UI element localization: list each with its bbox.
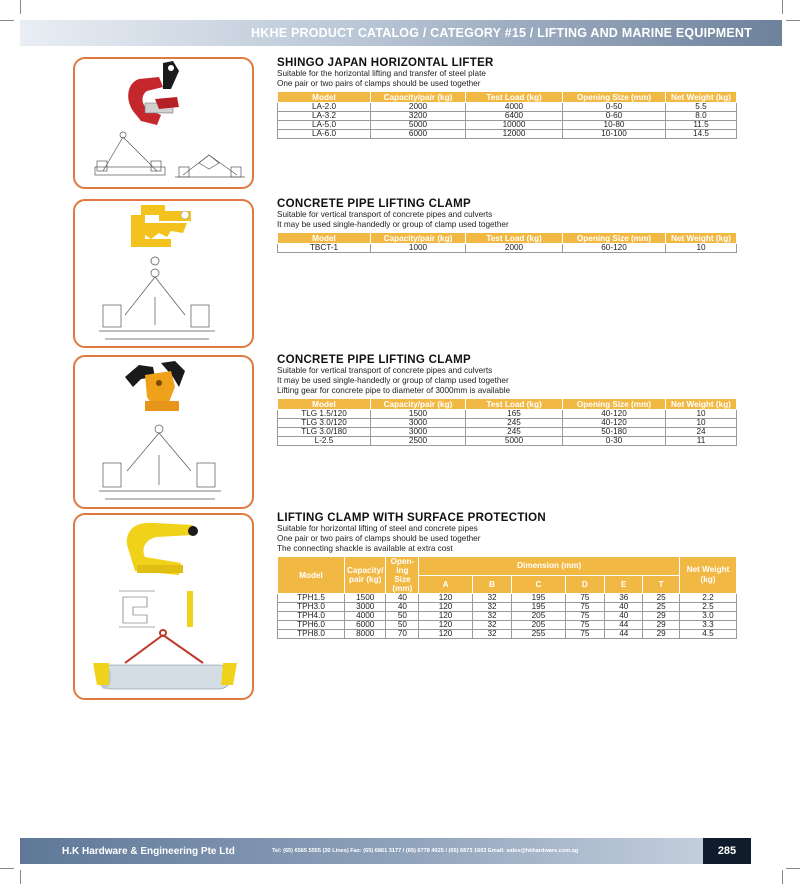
- table-cell: TBCT-1: [278, 244, 371, 253]
- table-cell: 40: [605, 603, 643, 612]
- table-cell: LA-6.0: [278, 130, 371, 139]
- table-cell: 255: [512, 630, 565, 639]
- table-cell: 0-30: [563, 437, 666, 446]
- description-line: One pair or two pairs of clamps should be used together: [277, 79, 481, 88]
- table-cell: 2.2: [680, 594, 737, 603]
- table-header-row: [278, 399, 737, 410]
- table-cell: 1000: [371, 244, 466, 253]
- column-header: Model: [278, 233, 371, 244]
- table-row: [278, 130, 737, 139]
- column-header: Opening Size (mm): [563, 233, 666, 244]
- spec-table: [277, 398, 737, 446]
- section-title: LIFTING CLAMP WITH SURFACE PROTECTION: [277, 512, 546, 524]
- column-header: Model: [278, 92, 371, 103]
- table-cell: 3200: [371, 112, 466, 121]
- product-image-surface-protection-clamp: [73, 513, 254, 700]
- table-cell: 165: [466, 410, 563, 419]
- section-description: [277, 366, 739, 396]
- crop-mark: [0, 20, 14, 21]
- crop-mark: [782, 0, 783, 14]
- page-number: 285: [717, 845, 737, 857]
- table-cell: 205: [512, 612, 565, 621]
- table-row: [278, 437, 737, 446]
- table-cell: 24: [666, 428, 737, 437]
- table-cell: 120: [419, 594, 472, 603]
- table-cell: 0-50: [563, 103, 666, 112]
- column-header: B: [472, 575, 512, 594]
- table-cell: 25: [643, 594, 680, 603]
- table-cell: 2.5: [680, 603, 737, 612]
- table-cell: 10: [666, 419, 737, 428]
- section-surface-protection-clamp: [277, 512, 739, 639]
- table-cell: 3.3: [680, 621, 737, 630]
- table-cell: 40-120: [563, 410, 666, 419]
- table-cell: 36: [605, 594, 643, 603]
- description-line: One pair or two pairs of clamps should be used together: [277, 534, 481, 543]
- description-line: The connecting shackle is available at extra cost: [277, 544, 453, 553]
- table-cell: 3.0: [680, 612, 737, 621]
- table-cell: 120: [419, 603, 472, 612]
- table-cell: 5000: [371, 121, 466, 130]
- table-cell: 50-180: [563, 428, 666, 437]
- table-cell: 8000: [345, 630, 386, 639]
- table-cell: 29: [643, 621, 680, 630]
- table-cell: TLG 3.0/120: [278, 419, 371, 428]
- column-header: Net Weight (kg): [680, 557, 737, 594]
- table-row: [278, 244, 737, 253]
- table-cell: 12000: [466, 130, 563, 139]
- table-cell: 245: [466, 428, 563, 437]
- section-title: SHINGO JAPAN HORIZONTAL LIFTER: [277, 57, 494, 69]
- crop-mark: [20, 870, 21, 884]
- table-cell: 25: [643, 603, 680, 612]
- section-pipe-clamp-tlg: [277, 354, 739, 446]
- table-cell: TPH6.0: [278, 621, 345, 630]
- column-header: Dimension (mm): [419, 557, 680, 576]
- table-cell: 245: [466, 419, 563, 428]
- column-header: Opening Size (mm): [563, 399, 666, 410]
- table-cell: 10: [666, 410, 737, 419]
- description-line: Suitable for horizontal lifting of steel and concrete pipes: [277, 524, 478, 533]
- table-cell: 2000: [371, 103, 466, 112]
- description-line: Suitable for the horizontal lifting and transfer of steel plate: [277, 69, 486, 78]
- table-cell: TPH1.5: [278, 594, 345, 603]
- table-cell: 1500: [371, 410, 466, 419]
- table-cell: 40: [386, 594, 419, 603]
- spec-table: [277, 232, 737, 253]
- table-cell: TPH8.0: [278, 630, 345, 639]
- section-pipe-clamp-tbct: [277, 198, 739, 253]
- column-header: Capacity/pair (kg): [371, 92, 466, 103]
- column-header: Net Weight (kg): [666, 233, 737, 244]
- section-description: [277, 69, 739, 89]
- table-cell: 3000: [371, 419, 466, 428]
- table-cell: 50: [386, 621, 419, 630]
- column-header: Test Load (kg): [466, 399, 563, 410]
- table-cell: 6000: [345, 621, 386, 630]
- table-cell: 205: [512, 621, 565, 630]
- crop-mark: [0, 868, 14, 869]
- table-header-row: [278, 233, 737, 244]
- table-cell: 32: [472, 621, 512, 630]
- description-line: Suitable for vertical transport of concrete pipes and culverts: [277, 210, 493, 219]
- crop-mark: [20, 0, 21, 14]
- table-cell: 44: [605, 630, 643, 639]
- description-line: It may be used single-handedly or group of clamp used together: [277, 220, 509, 229]
- table-cell: 4.5: [680, 630, 737, 639]
- table-cell: 2000: [466, 244, 563, 253]
- table-cell: 75: [565, 594, 605, 603]
- column-header: E: [605, 575, 643, 594]
- table-cell: 44: [605, 621, 643, 630]
- table-cell: TPH4.0: [278, 612, 345, 621]
- table-cell: LA-2.0: [278, 103, 371, 112]
- table-cell: 8.0: [666, 112, 737, 121]
- column-header: Capacity/pair (kg): [371, 399, 466, 410]
- table-cell: 10: [666, 244, 737, 253]
- table-cell: 70: [386, 630, 419, 639]
- product-image-pipe-lifting-gear: [73, 355, 254, 509]
- table-cell: LA-5.0: [278, 121, 371, 130]
- table-cell: 75: [565, 603, 605, 612]
- table-row: [278, 603, 737, 612]
- catalog-header: [20, 20, 782, 46]
- table-cell: 6400: [466, 112, 563, 121]
- column-header: C: [512, 575, 565, 594]
- column-header: Net Weight (kg): [666, 92, 737, 103]
- table-cell: 4000: [466, 103, 563, 112]
- table-cell: 75: [565, 630, 605, 639]
- column-header: A: [419, 575, 472, 594]
- table-cell: 32: [472, 603, 512, 612]
- table-cell: 32: [472, 630, 512, 639]
- column-header: D: [565, 575, 605, 594]
- table-row: [278, 630, 737, 639]
- table-cell: 10-100: [563, 130, 666, 139]
- spec-table: [277, 556, 737, 639]
- table-cell: 3000: [345, 603, 386, 612]
- section-title: CONCRETE PIPE LIFTING CLAMP: [277, 198, 472, 210]
- footer-contact: Tel: (65) 6565 5555 (30 Lines) Fax: (65) 6861 3177 / (65) 6778 4025 / (65) 6873 1602 Email: sales@hkhardware.com.sg: [272, 848, 579, 854]
- table-cell: 40: [386, 603, 419, 612]
- section-description: [277, 524, 739, 554]
- table-cell: 3000: [371, 428, 466, 437]
- table-cell: 14.5: [666, 130, 737, 139]
- table-cell: 50: [386, 612, 419, 621]
- column-header: Test Load (kg): [466, 92, 563, 103]
- description-line: Lifting gear for concrete pipe to diameter of 3000mm is available: [277, 386, 511, 395]
- crop-mark: [782, 870, 783, 884]
- table-cell: 29: [643, 612, 680, 621]
- product-image-pipe-clamp: [73, 199, 254, 348]
- table-cell: 32: [472, 612, 512, 621]
- table-cell: 195: [512, 603, 565, 612]
- table-cell: 120: [419, 630, 472, 639]
- column-header: T: [643, 575, 680, 594]
- description-line: Suitable for vertical transport of concrete pipes and culverts: [277, 366, 493, 375]
- catalog-footer: [20, 838, 703, 864]
- column-header: Model: [278, 399, 371, 410]
- section-title: CONCRETE PIPE LIFTING CLAMP: [277, 354, 472, 366]
- table-cell: 40-120: [563, 419, 666, 428]
- page-number-box: [703, 838, 751, 864]
- table-row: [278, 621, 737, 630]
- section-horizontal-lifter: [277, 57, 739, 139]
- table-cell: LA-3.2: [278, 112, 371, 121]
- table-cell: 5.5: [666, 103, 737, 112]
- table-cell: L-2.5: [278, 437, 371, 446]
- table-cell: 120: [419, 621, 472, 630]
- column-header: Opening Size (mm): [563, 92, 666, 103]
- spec-table: [277, 91, 737, 139]
- table-cell: 11: [666, 437, 737, 446]
- table-row: [278, 594, 737, 603]
- table-header-row: [278, 557, 737, 576]
- column-header: Net Weight (kg): [666, 399, 737, 410]
- table-cell: 32: [472, 594, 512, 603]
- table-cell: 75: [565, 621, 605, 630]
- table-cell: 0-60: [563, 112, 666, 121]
- table-cell: 10-80: [563, 121, 666, 130]
- table-cell: 1500: [345, 594, 386, 603]
- table-cell: 10000: [466, 121, 563, 130]
- header-title: HKHE PRODUCT CATALOG / CATEGORY #15 / LIFTING AND MARINE EQUIPMENT: [251, 26, 752, 40]
- table-row: [278, 612, 737, 621]
- footer-company: H.K Hardware & Engineering Pte Ltd: [62, 846, 235, 857]
- table-cell: 120: [419, 612, 472, 621]
- table-cell: 75: [565, 612, 605, 621]
- crop-mark: [786, 868, 800, 869]
- table-cell: 195: [512, 594, 565, 603]
- section-description: [277, 210, 739, 230]
- table-cell: 11.5: [666, 121, 737, 130]
- column-header: Model: [278, 557, 345, 594]
- description-line: It may be used single-handedly or group of clamp used together: [277, 376, 509, 385]
- product-image-horizontal-lifter: [73, 57, 254, 189]
- table-cell: 29: [643, 630, 680, 639]
- column-header: Test Load (kg): [466, 233, 563, 244]
- table-header-row: [278, 92, 737, 103]
- column-header: Capacity/ pair (kg): [345, 557, 386, 594]
- table-cell: 2500: [371, 437, 466, 446]
- table-cell: 6000: [371, 130, 466, 139]
- table-cell: 4000: [345, 612, 386, 621]
- table-cell: TPH3.0: [278, 603, 345, 612]
- column-header: Capacity/pair (kg): [371, 233, 466, 244]
- crop-mark: [786, 20, 800, 21]
- table-cell: TLG 3.0/180: [278, 428, 371, 437]
- table-cell: 5000: [466, 437, 563, 446]
- table-cell: 60-120: [563, 244, 666, 253]
- table-cell: TLG 1.5/120: [278, 410, 371, 419]
- table-cell: 40: [605, 612, 643, 621]
- column-header: Open- ing Size (mm): [386, 557, 419, 594]
